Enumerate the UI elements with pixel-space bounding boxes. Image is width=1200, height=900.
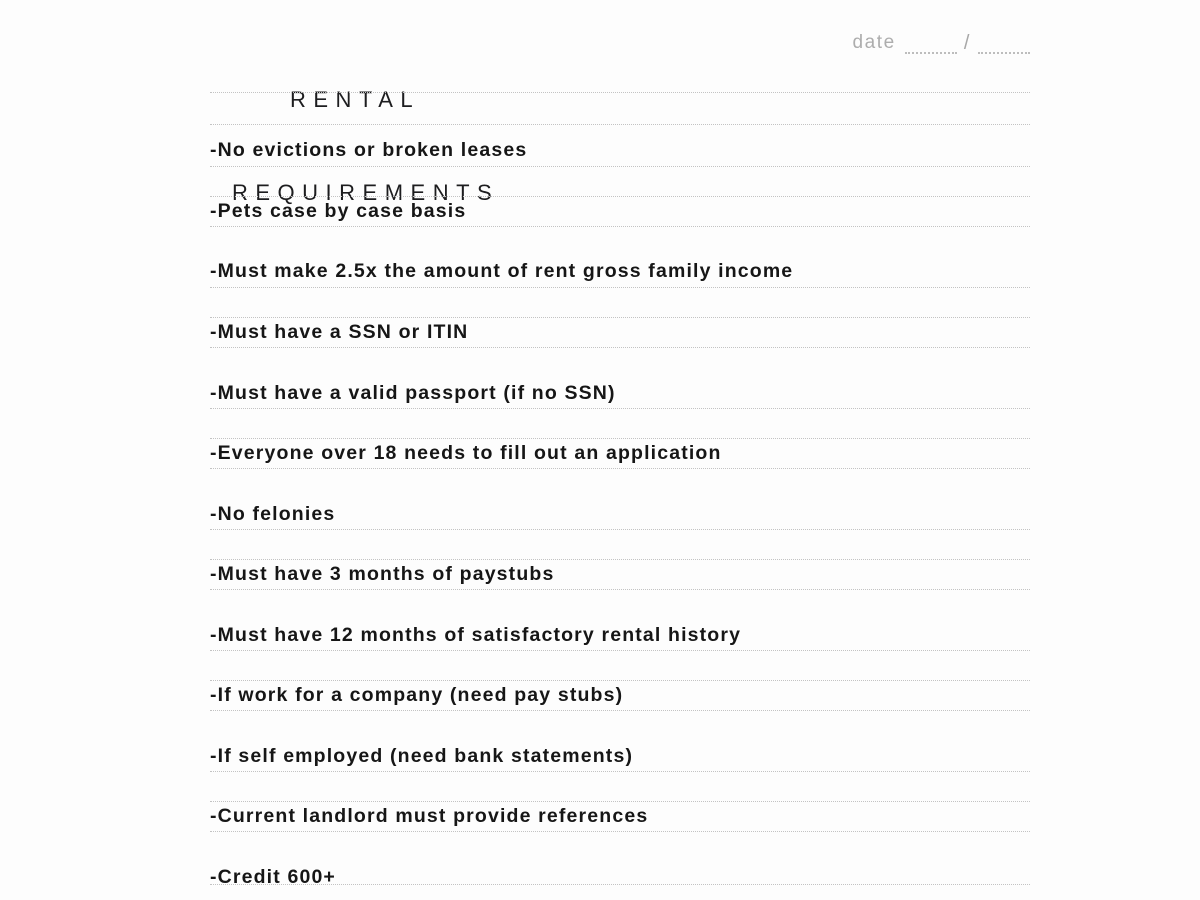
rule-line	[210, 287, 1030, 288]
rule-line	[210, 529, 1030, 530]
rule-line	[210, 347, 1030, 348]
requirement-item: -Current landlord must provide references	[210, 805, 649, 827]
requirement-item: -Everyone over 18 needs to fill out an application	[210, 442, 722, 464]
requirement-item: -Must have 3 months of paystubs	[210, 563, 555, 585]
rule-line	[210, 196, 1030, 197]
rule-line	[210, 589, 1030, 590]
rule-line	[210, 559, 1030, 560]
rule-line	[210, 317, 1030, 318]
rule-line	[210, 831, 1030, 832]
requirement-item: -If self employed (need bank statements)	[210, 745, 634, 767]
date-separator: /	[963, 32, 971, 54]
requirement-item: -Must have a SSN or ITIN	[210, 321, 469, 343]
requirements-list	[210, 0, 1030, 900]
requirement-item: -Pets case by case basis	[210, 200, 467, 222]
rule-line	[210, 680, 1030, 681]
rule-line	[210, 124, 1030, 125]
rule-line	[210, 801, 1030, 802]
rule-line	[210, 226, 1030, 227]
rule-line	[210, 771, 1030, 772]
requirement-item: -Must make 2.5x the amount of rent gross family income	[210, 260, 794, 282]
date-field-label: date	[852, 32, 896, 53]
requirement-item: -Credit 600+	[210, 866, 336, 888]
rule-line	[210, 166, 1030, 167]
requirement-item: -Must have 12 months of satisfactory rental history	[210, 624, 742, 646]
rule-line	[210, 650, 1030, 651]
requirement-item: -No evictions or broken leases	[210, 139, 528, 161]
requirement-item: -If work for a company (need pay stubs)	[210, 684, 624, 706]
page-title-line-1: RENTAL	[290, 87, 421, 112]
rule-line	[210, 92, 1030, 93]
rule-line	[210, 438, 1030, 439]
page-title-line-2: REQUIREMENTS	[232, 180, 500, 205]
rule-line	[210, 408, 1030, 409]
rule-line	[210, 710, 1030, 711]
rule-line	[210, 468, 1030, 469]
requirement-item: -No felonies	[210, 503, 336, 525]
requirement-item: -Must have a valid passport (if no SSN)	[210, 382, 616, 404]
